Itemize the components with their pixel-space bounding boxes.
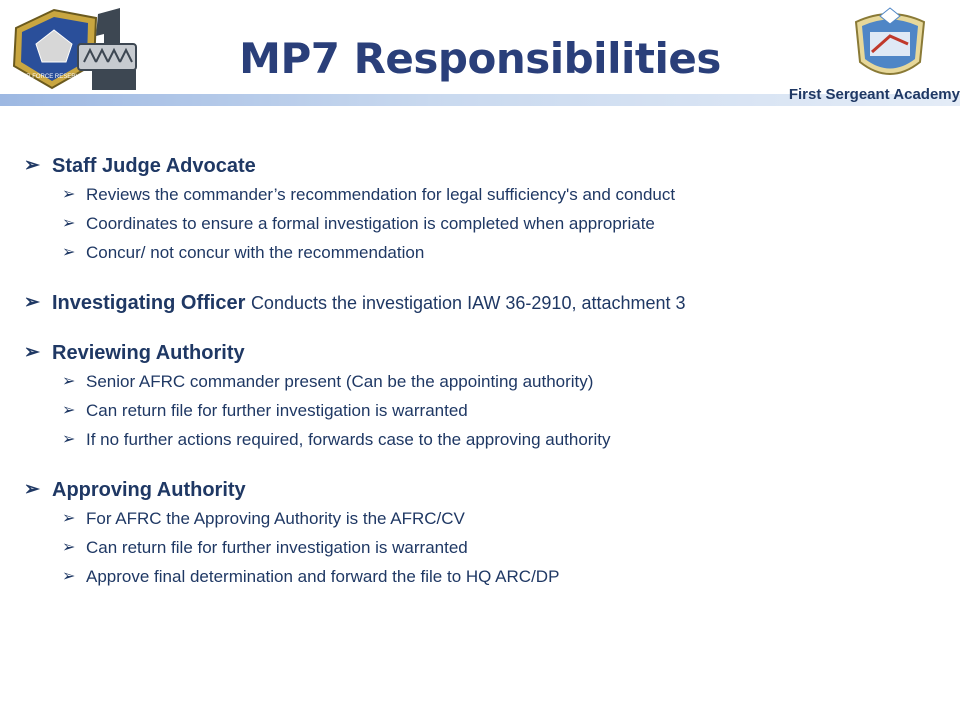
sub-bullet-text: If no further actions required, forwards case to the approving authority	[86, 430, 611, 449]
section-staff-judge-advocate	[24, 152, 944, 267]
sub-bullet-text: For AFRC the Approving Authority is the AFRC/CV	[86, 509, 465, 528]
heading-text: Investigating Officer	[52, 292, 246, 314]
sub-bullet-text: Can return file for further investigation is warranted	[86, 538, 468, 557]
sub-bullet-text: Coordinates to ensure a formal investigation is completed when appropriate	[86, 214, 655, 233]
arrow-bullet-icon: ➢	[62, 510, 76, 527]
sub-bullet	[24, 396, 944, 425]
arrow-bullet-icon: ➢	[62, 215, 76, 232]
sub-bullet	[24, 533, 944, 562]
section-heading	[24, 152, 944, 180]
academy-label: First Sergeant Academy	[788, 86, 960, 103]
sub-bullet	[24, 238, 944, 267]
arrow-bullet-icon: ➢	[62, 539, 76, 556]
sub-bullet-text: Can return file for further investigation is warranted	[86, 401, 468, 420]
sub-bullet	[24, 180, 944, 209]
sub-bullet	[24, 504, 944, 533]
heading-description: Conducts the investigation IAW 36-2910, attachment 3	[250, 293, 686, 313]
slide-header	[0, 0, 960, 120]
heading-text: Staff Judge Advocate	[52, 155, 256, 177]
arrow-bullet-icon: ➢	[24, 342, 40, 363]
sub-bullet	[24, 367, 944, 396]
sub-bullet-text: Senior AFRC commander present (Can be the appointing authority)	[86, 372, 594, 391]
arrow-bullet-icon: ➢	[62, 402, 76, 419]
svg-text:AIR FORCE RESERVE: AIR FORCE RESERVE	[20, 74, 84, 80]
sub-bullet-text: Reviews the commander’s recommendation for legal sufficiency's and conduct	[86, 185, 676, 204]
arrow-bullet-icon: ➢	[62, 431, 76, 448]
section-reviewing-authority	[24, 339, 944, 454]
arrow-bullet-icon: ➢	[62, 186, 76, 203]
sub-bullet-text: Approve final determination and forward the file to HQ ARC/DP	[86, 567, 560, 586]
sub-bullet	[24, 425, 944, 454]
bullet-content	[24, 152, 944, 613]
arrow-bullet-icon: ➢	[24, 479, 40, 500]
section-heading	[24, 339, 944, 367]
section-investigating-officer	[24, 289, 944, 317]
arrow-bullet-icon: ➢	[62, 373, 76, 390]
section-heading	[24, 289, 944, 317]
arrow-bullet-icon: ➢	[62, 568, 76, 585]
sub-bullet-text: Concur/ not concur with the recommendation	[86, 243, 425, 262]
heading-text: Reviewing Authority	[52, 342, 245, 364]
section-approving-authority	[24, 476, 944, 591]
arrow-bullet-icon: ➢	[24, 292, 40, 313]
sub-bullet	[24, 209, 944, 238]
page-title: MP7 Responsibilities	[239, 34, 721, 83]
section-heading	[24, 476, 944, 504]
heading-text: Approving Authority	[52, 479, 246, 501]
arrow-bullet-icon: ➢	[24, 155, 40, 176]
sub-bullet	[24, 562, 944, 591]
arrow-bullet-icon: ➢	[62, 244, 76, 261]
